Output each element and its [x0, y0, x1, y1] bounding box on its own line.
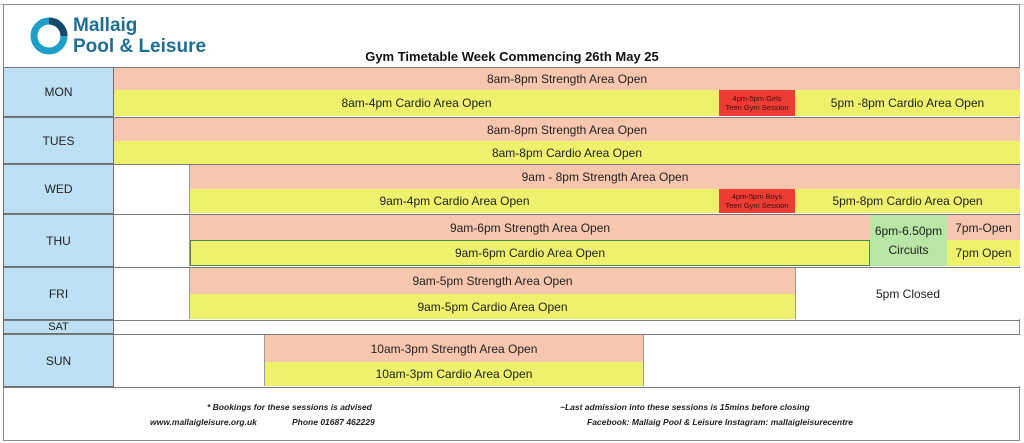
footer-social: Facebook: Mallaig Pool & Leisure Instagram: mallaigleisurecentre	[587, 417, 853, 427]
mon-girls-line2: Teen Gym Session	[725, 103, 789, 112]
sun-closed-morning	[114, 335, 265, 386]
footer-bookings-note: * Bookings for these sessions is advised	[207, 402, 372, 412]
day-label-wed: WED	[3, 164, 114, 214]
page-title	[0, 49, 1024, 64]
wed-strength-session: 9am - 8pm Strength Area Open	[190, 165, 1020, 189]
day-label-tues: TUES	[3, 117, 114, 164]
sun-closed-evening	[643, 335, 1020, 386]
brand-name-line1: Mallaig	[73, 15, 138, 36]
row-divider	[3, 164, 1020, 165]
wed-boys-teen-session	[719, 189, 795, 213]
day-label-sun: SUN	[3, 334, 114, 387]
thu-strength-evening: 7pm-Open	[947, 215, 1020, 240]
fri-cardio-session: 9am-5pm Cardio Area Open	[190, 294, 795, 319]
day-label-thu: THU	[3, 214, 114, 267]
row-divider	[3, 267, 1020, 268]
fri-strength-session: 9am-5pm Strength Area Open	[190, 268, 795, 294]
thu-cardio-evening: 7pm Open	[947, 240, 1020, 266]
footer-phone: Phone 01687 462229	[292, 417, 375, 427]
thu-closed-morning	[114, 215, 190, 266]
row-divider	[3, 334, 1020, 335]
day-label-fri: FRI	[3, 267, 114, 320]
row-divider	[3, 117, 1020, 118]
sun-strength-session: 10am-3pm Strength Area Open	[265, 335, 643, 362]
page-title-text: Gym Timetable Week Commencing 26th May 25	[365, 49, 659, 64]
wed-closed-morning	[114, 165, 190, 213]
row-divider	[3, 67, 1020, 68]
row-divider	[3, 320, 1020, 321]
sun-cardio-session: 10am-3pm Cardio Area Open	[265, 362, 643, 386]
thu-circuits-label: Circuits	[888, 242, 929, 257]
brand-name-line2: Pool & Leisure	[73, 36, 207, 57]
thu-circuits-session	[870, 215, 947, 266]
row-divider	[3, 214, 1020, 215]
wed-boys-line2: Teen Gym Session	[725, 201, 789, 210]
thu-circuits-time: 6pm-6.50pm	[874, 223, 943, 238]
mon-cardio-session: 8am-4pm Cardio Area Open	[114, 90, 719, 116]
fri-closed-evening: 5pm Closed	[795, 268, 1020, 319]
mon-girls-line1: 4pm-5pm Girls	[732, 94, 782, 103]
day-label-mon: MON	[3, 67, 114, 117]
tues-strength-session: 8am-8pm Strength Area Open	[114, 118, 1020, 141]
footer-last-admission-note: ~Last admission into these sessions is 15mins before closing	[560, 402, 810, 412]
wed-cardio-session: 9am-4pm Cardio Area Open	[190, 189, 719, 213]
wed-cardio-evening-session: 5pm-8pm Cardio Area Open	[795, 189, 1020, 213]
mon-girls-teen-session	[719, 90, 795, 116]
thu-strength-session: 9am-6pm Strength Area Open	[190, 215, 870, 240]
tues-cardio-session: 8am-8pm Cardio Area Open	[114, 141, 1020, 164]
footer-website-link[interactable]: www.mallaigleisure.org.uk	[150, 417, 257, 427]
day-label-sat: SAT	[3, 320, 114, 334]
mon-strength-session: 8am-8pm Strength Area Open	[114, 68, 1020, 90]
fri-closed-morning	[114, 268, 190, 319]
wed-boys-line1: 4pm-5pm Boys	[731, 192, 783, 201]
thu-cardio-session: 9am-6pm Cardio Area Open	[190, 240, 870, 266]
mon-cardio-evening-session: 5pm -8pm Cardio Area Open	[795, 90, 1020, 116]
row-divider	[3, 387, 1020, 388]
